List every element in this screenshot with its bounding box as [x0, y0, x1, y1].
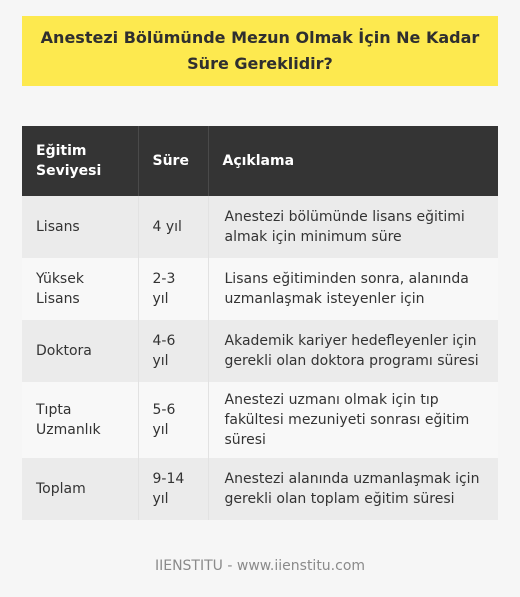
- table-row: [22, 258, 498, 320]
- table-row: [22, 458, 498, 520]
- cell-duration: 4-6 yıl: [138, 320, 208, 382]
- footer-credit: IIENSTITU - www.iienstitu.com: [154, 558, 366, 574]
- column-header-duration: Süre: [138, 126, 208, 196]
- cell-level: Yüksek Lisans: [22, 258, 138, 320]
- cell-level: Tıpta Uzmanlık: [22, 382, 138, 458]
- education-duration-table: [22, 126, 498, 520]
- cell-description: Anestezi alanında uzmanlaşmak için gerekli olan toplam eğitim süresi: [208, 458, 498, 520]
- cell-level: Toplam: [22, 458, 138, 520]
- cell-description: Anestezi uzmanı olmak için tıp fakültesi mezuniyeti sonrası eğitim süresi: [208, 382, 498, 458]
- cell-description: Lisans eğitiminden sonra, alanında uzmanlaşmak isteyenler için: [208, 258, 498, 320]
- cell-description: Anestezi bölümünde lisans eğitimi almak için minimum süre: [208, 196, 498, 258]
- cell-level: Doktora: [22, 320, 138, 382]
- cell-duration: 2-3 yıl: [138, 258, 208, 320]
- table-row: [22, 320, 498, 382]
- column-header-level: Eğitim Seviyesi: [22, 126, 138, 196]
- column-header-description: Açıklama: [208, 126, 498, 196]
- cell-duration: 4 yıl: [138, 196, 208, 258]
- cell-description: Akademik kariyer hedefleyenler için gerekli olan doktora programı süresi: [208, 320, 498, 382]
- title-banner: [22, 16, 498, 86]
- cell-duration: 5-6 yıl: [138, 382, 208, 458]
- cell-level: Lisans: [22, 196, 138, 258]
- table-row: [22, 196, 498, 258]
- table-header-row: [22, 126, 498, 196]
- page-title: Anestezi Bölümünde Mezun Olmak İçin Ne Kadar Süre Gereklidir?: [40, 28, 480, 73]
- cell-duration: 9-14 yıl: [138, 458, 208, 520]
- table-row: [22, 382, 498, 458]
